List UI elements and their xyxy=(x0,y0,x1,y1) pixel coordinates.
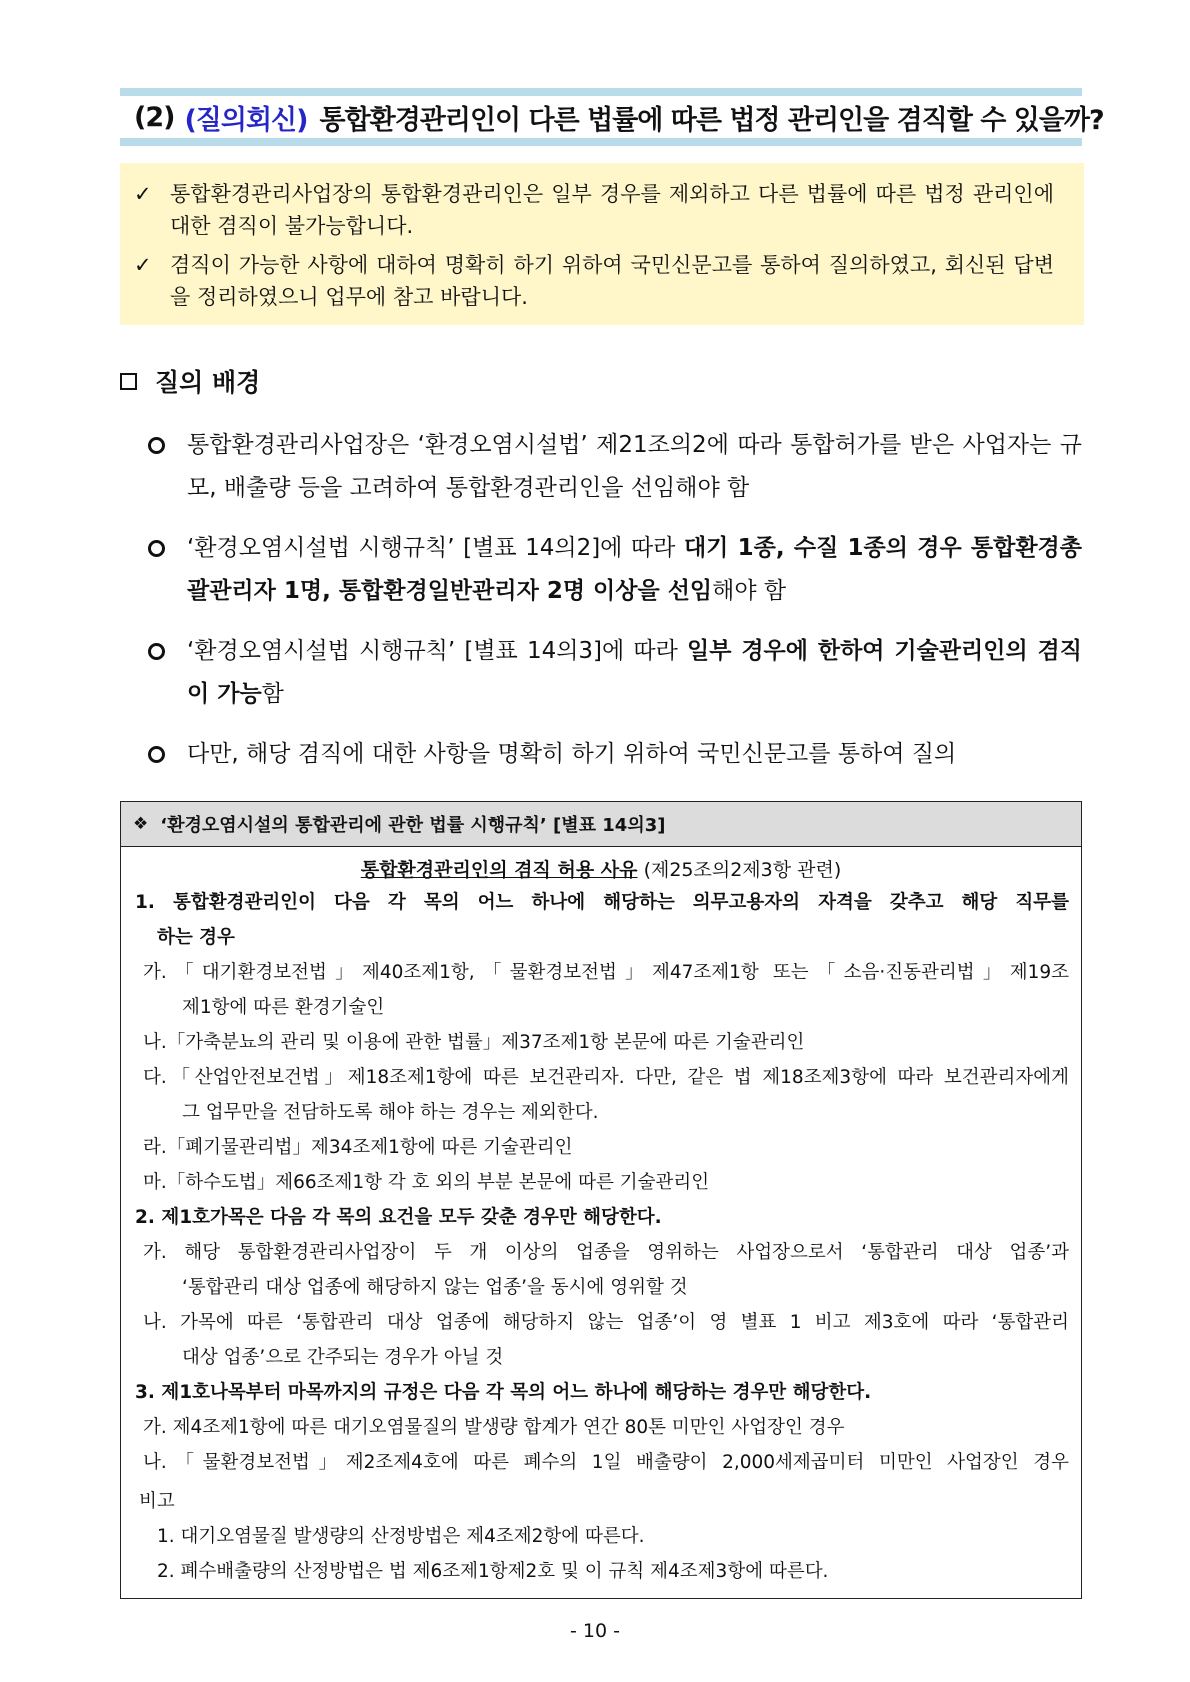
check-icon: ✓ xyxy=(134,182,152,206)
note-line: 1. 대기오염물질 발생량의 산정방법은 제4조제2항에 따른다. xyxy=(157,1526,645,1547)
regulation-body xyxy=(121,885,1081,1589)
regulation-title: ‘환경오염시설의 통합관리에 관한 법률 시행규칙’ [별표 14의3] xyxy=(160,815,666,836)
title-number: (2) xyxy=(134,101,175,133)
background-bullet xyxy=(148,424,1082,510)
text-run: 해야 함 xyxy=(712,578,787,604)
summary-item xyxy=(134,249,1054,313)
title-text: 통합환경관리인이 다른 법률에 따른 법정 관리인을 겸직할 수 있을까? xyxy=(319,104,1104,136)
bullet-text xyxy=(187,527,1082,613)
reg-line: 다.「산업안전보건법」제18조제1항에 따른 보건관리자. 다만, 같은 법 제18조제3항에 따라 보건관리자에게 xyxy=(143,1067,1069,1088)
regulation-box xyxy=(120,801,1082,1599)
background-bullet xyxy=(148,527,1082,613)
regulation-header xyxy=(121,802,1081,847)
check-icon: ✓ xyxy=(134,253,152,277)
title-rule-top xyxy=(120,88,1082,96)
page-number: - 10 - xyxy=(570,1620,620,1642)
background-bullet xyxy=(148,630,1082,716)
reg-line: 나.「물환경보전법」제2조제4호에 따른 폐수의 1일 배출량이 2,000세제곱미터 미만인 사업장인 경우 xyxy=(143,1452,1069,1473)
text-run: 함 xyxy=(261,681,284,707)
bold-run: 대기 1종, 수질 1종의 경우 통합환경총괄관리자 1명, 통합환경일반관리자 2명 이상을 선임 xyxy=(187,535,1082,604)
reg-line: 가.「대기환경보전법」제40조제1항,「물환경보전법」제47조제1항 또는「소음·진동관리법」제19조 xyxy=(143,962,1069,983)
circle-bullet-icon xyxy=(148,437,165,454)
reg-line: 라.「폐기물관리법」제34조제1항에 따른 기술관리인 xyxy=(143,1137,573,1158)
bold-run: 일부 경우에 한하여 기술관리인의 겸직이 가능 xyxy=(187,638,1082,707)
note-line: 2. 폐수배출량의 산정방법은 법 제6조제1항제2호 및 이 규칙 제4조제3항에 따른다. xyxy=(157,1561,829,1582)
reg-line: 1. 통합환경관리인이 다음 각 목의 어느 하나에 해당하는 의무고용자의 자격을 갖추고 해당 직무를 xyxy=(135,892,1069,913)
reg-line: 가. 제4조제1항에 따른 대기오염물질의 발생량 합계가 연간 80톤 미만인 사업장인 경우 xyxy=(143,1417,845,1438)
checkbox-square-icon xyxy=(120,373,137,390)
reg-line: 2. 제1호가목은 다음 각 목의 요건을 모두 갖춘 경우만 해당한다. xyxy=(135,1207,662,1228)
text-run: ‘환경오염시설법 시행규칙’ [별표 14의3]에 따라 xyxy=(187,638,688,664)
summary-text: 겸직이 가능한 사항에 대하여 명확히 하기 위하여 국민신문고를 통하여 질의하였고, 회신된 답변을 정리하였으니 업무에 참고 바랍니다. xyxy=(170,253,1054,309)
subtitle-ref: (제25조의2제3항 관련) xyxy=(637,859,842,881)
summary-item xyxy=(134,178,1054,242)
reg-line: ‘통합관리 대상 업종에 해당하지 않는 업종’을 동시에 영위할 것 xyxy=(182,1277,688,1298)
section-heading xyxy=(120,363,260,399)
diamond-icon: ❖ xyxy=(133,814,149,834)
title-rule-bottom xyxy=(120,138,1082,146)
bullet-text: 다만, 해당 겸직에 대한 사항을 명확히 하기 위하여 국민신문고를 통하여 질의 xyxy=(187,741,957,767)
regulation-subtitle xyxy=(121,855,1081,885)
circle-bullet-icon xyxy=(148,746,165,763)
page-title xyxy=(134,96,1104,138)
reg-line: 하는 경우 xyxy=(157,927,235,948)
summary-box xyxy=(120,163,1084,325)
reg-line: 나.「가축분뇨의 관리 및 이용에 관한 법률」제37조제1항 본문에 따른 기술관리인 xyxy=(143,1032,805,1053)
reg-line: 나. 가목에 따른 ‘통합관리 대상 업종에 해당하지 않는 업종’이 영 별표 1 비고 제3호에 따라 ‘통합관리 xyxy=(143,1312,1069,1333)
circle-bullet-icon xyxy=(148,643,165,660)
reg-line: 3. 제1호나목부터 마목까지의 규정은 다음 각 목의 어느 하나에 해당하는 경우만 해당한다. xyxy=(135,1382,872,1403)
summary-text: 통합환경관리사업장의 통합환경관리인은 일부 경우를 제외하고 다른 법률에 따른 법정 관리인에 대한 겸직이 불가능합니다. xyxy=(170,182,1054,238)
subtitle-text: 통합환경관리인의 겸직 허용 사유 xyxy=(360,859,638,881)
reg-line: 제1항에 따른 환경기술인 xyxy=(182,997,385,1018)
section-title: 질의 배경 xyxy=(155,368,261,397)
text-run: ‘환경오염시설법 시행규칙’ [별표 14의2]에 따라 xyxy=(187,535,684,561)
circle-bullet-icon xyxy=(148,540,165,557)
background-bullet xyxy=(148,733,1082,776)
reg-line: 그 업무만을 전담하도록 해야 하는 경우는 제외한다. xyxy=(182,1102,599,1123)
reg-line: 마.「하수도법」제66조제1항 각 호 외의 부분 본문에 따른 기술관리인 xyxy=(143,1172,710,1193)
bullet-text xyxy=(187,630,1082,716)
bullet-text: 통합환경관리사업장은 ‘환경오염시설법’ 제21조의2에 따라 통합허가를 받은 사업자는 규모, 배출량 등을 고려하여 통합환경관리인을 선임해야 함 xyxy=(187,432,1082,501)
reg-line: 가. 해당 통합환경관리사업장이 두 개 이상의 업종을 영위하는 사업장으로서 ‘통합관리 대상 업종’과 xyxy=(143,1242,1069,1263)
title-tag: (질의회신) xyxy=(184,104,308,136)
reg-line: 대상 업종’으로 간주되는 경우가 아닐 것 xyxy=(182,1347,504,1368)
note-label: 비고 xyxy=(139,1491,175,1512)
